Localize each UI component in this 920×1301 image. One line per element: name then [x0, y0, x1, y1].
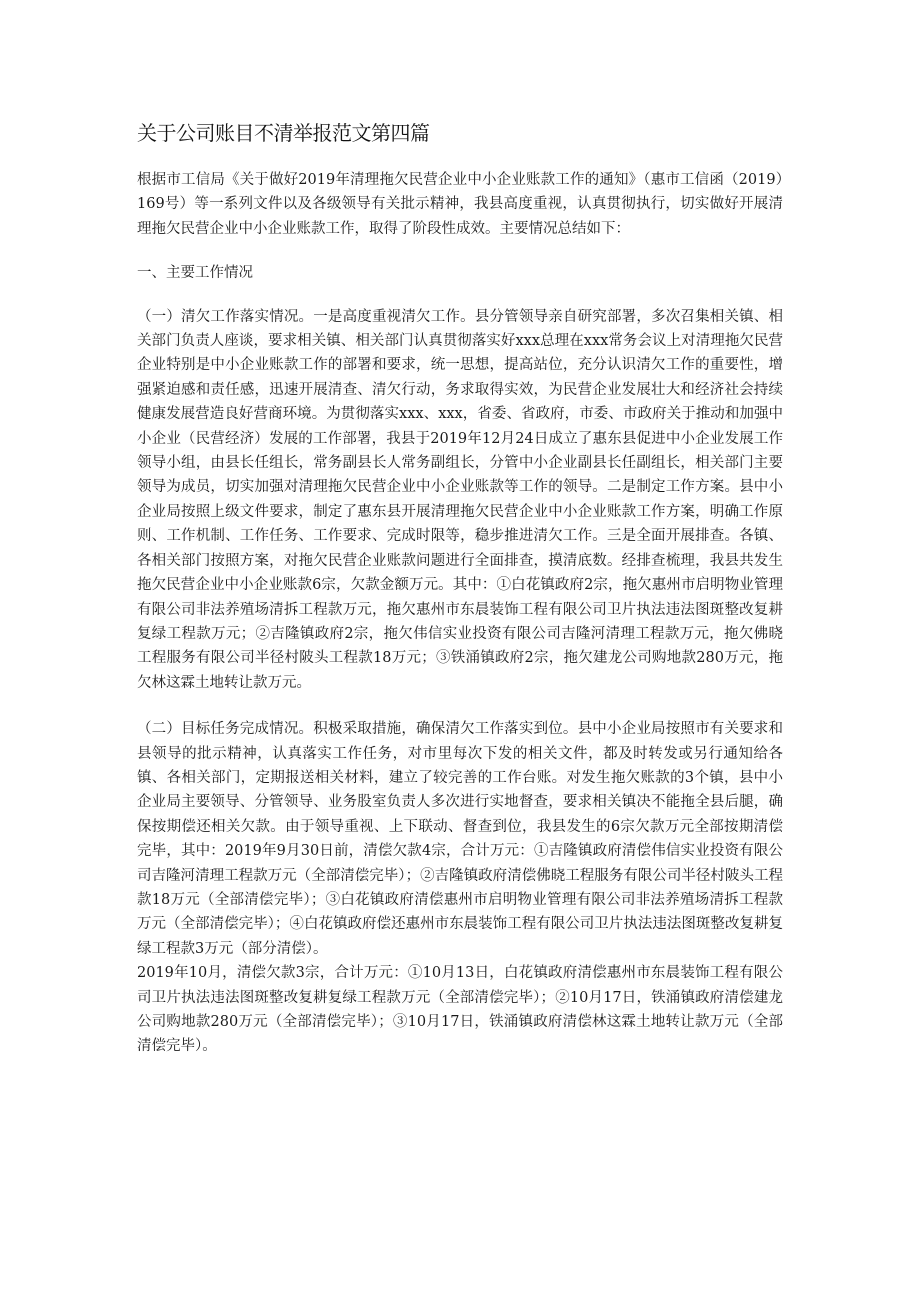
paragraph-october-repayment: 2019年10月，清偿欠款3宗，合计万元：①10月13日，白花镇政府清偿惠州市东晨装饰工程有限公司卫片执法违法图斑整改复耕复绿工程款万元（全部清偿完毕）；②10月17日，铁涌镇政府清偿建龙公司购地款280万元（全部清偿完毕）；③10月17日，铁涌镇政府清偿林这霖土地转让款万元（全部清偿完毕）。 [137, 965, 783, 1055]
paragraph-target-task-completion: （二）目标任务完成情况。积极采取措施，确保清欠工作落实到位。县中小企业局按照市有关要求和县领导的批示精神，认真落实工作任务，对市里每次下发的相关文件，都及时转发或另行通知给各镇、各相关部门，定期报送相关材料，建立了较完善的工作台账。对发生拖欠账款的3个镇，县中小企业局主要领导、分管领导、业务股室负责人多次进行实地督查，要求相关镇决不能拖全县后腿，确保按期偿还相关欠款。由于领导重视、上下联动、督查到位，我县发生的6宗欠款万元全部按期清偿完毕，其中：2019年9月30日前，清偿欠款4宗，合计万元：①吉隆镇政府清偿伟信实业投资有限公司吉隆河清理工程款万元（全部清偿完毕）；②吉隆镇政府清偿佛晓工程服务有限公司半径村陂头工程款18万元（全部清偿完毕）；③白花镇政府清偿惠州市启明物业管理有限公司非法养殖场清拆工程款万元（全部清偿完毕）；④白花镇政府偿还惠州市东晨装饰工程有限公司卫片执法违法图斑整改复耕复绿工程款3万元（部分清偿）。 [137, 721, 783, 957]
document-title: 关于公司账目不清举报范文第四篇 [137, 121, 430, 145]
intro-paragraph: 根据市工信局《关于做好2019年清理拖欠民营企业中小企业账款工作的通知》（惠市工信函（2019）169号）等一系列文件以及各级领导有关批示精神，我县高度重视，认真贯彻执行，切实做好开展清理拖欠民营企业中小企业账款工作，取得了阶段性成效。主要情况总结如下： [137, 172, 783, 237]
paragraph-debt-clearing-implementation: （一）清欠工作落实情况。一是高度重视清欠工作。县分管领导亲自研究部署，多次召集相关镇、相关部门负责人座谈，要求相关镇、相关部门认真贯彻落实好xxx总理在xxx常务会议上对清理拖欠民营企业特别是中小企业账款工作的部署和要求，统一思想，提高站位，充分认识清欠工作的重要性，增强紧迫感和责任感，迅速开展清查、清欠行动，务求取得实效，为民营企业发展壮大和经济社会持续健康发展营造良好营商环境。为贯彻落实xxx、xxx，省委、省政府，市委、市政府关于推动和加强中小企业（民营经济）发展的工作部署，我县于2019年12月24日成立了惠东县促进中小企业发展工作领导小组，由县长任组长，常务副县长人常务副组长，分管中小企业副县长任副组长，相关部门主要领导为成员，切实加强对清理拖欠民营企业中小企业账款等工作的领导。二是制定工作方案。县中小企业局按照上级文件要求，制定了惠东县开展清理拖欠民营企业中小企业账款工作方案，明确工作原则、工作机制、工作任务、工作要求、完成时限等，稳步推进清欠工作。三是全面开展排查。各镇、各相关部门按照方案，对拖欠民营企业账款问题进行全面排查，摸清底数。经排查梳理，我县共发生拖欠民营企业中小企业账款6宗，欠款金额万元。其中：①白花镇政府2宗，拖欠惠州市启明物业管理有限公司非法养殖场清拆工程款万元，拖欠惠州市东晨装饰工程有限公司卫片执法违法图斑整改复耕复绿工程款万元；②吉隆镇政府2宗，拖欠伟信实业投资有限公司吉隆河清理工程款万元，拖欠佛晓工程服务有限公司半径村陂头工程款18万元；③铁涌镇政府2宗，拖欠建龙公司购地款280万元，拖欠林这霖土地转让款万元。 [137, 308, 783, 691]
document-body [137, 168, 783, 1059]
section-heading-main-work: 一、主要工作情况 [137, 265, 253, 282]
